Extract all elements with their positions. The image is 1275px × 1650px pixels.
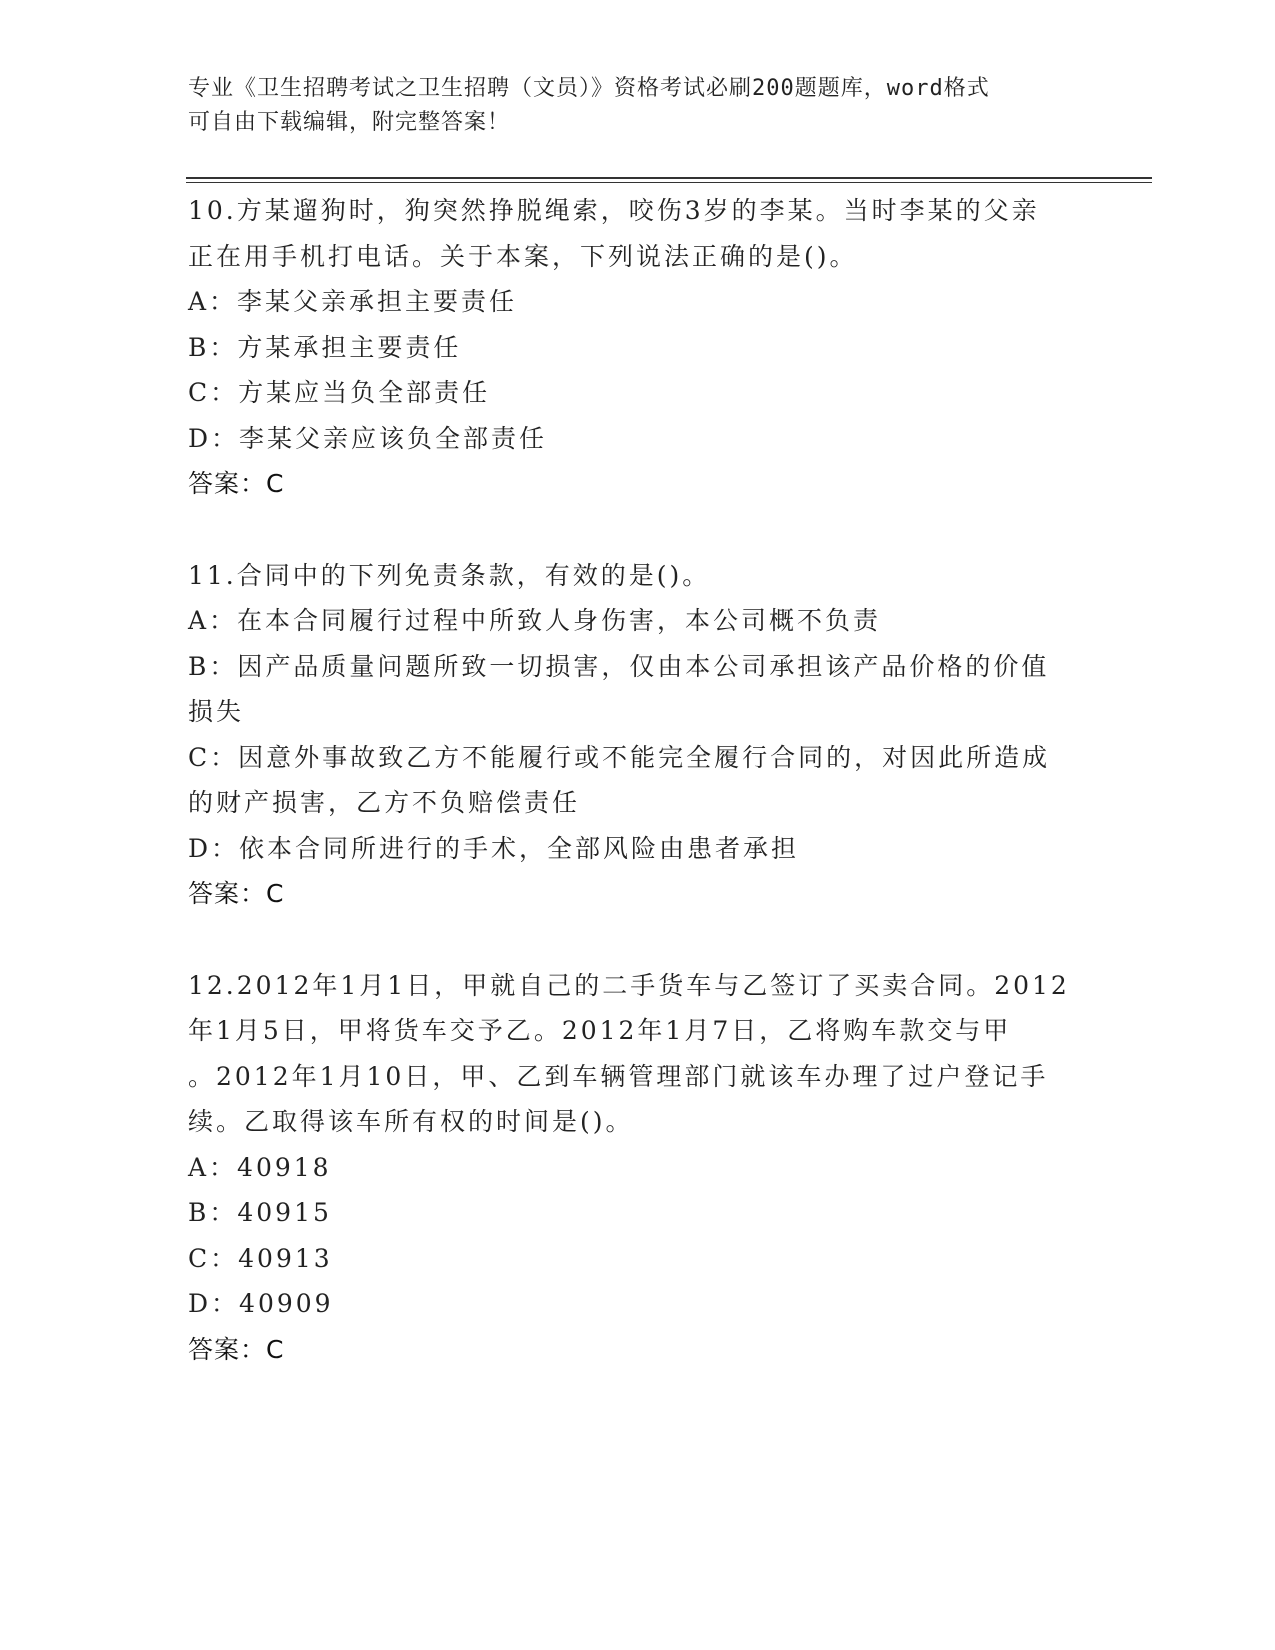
option-d bbox=[188, 1281, 1088, 1327]
stem-line: 。2012年1月10日，甲、乙到车辆管理部门就该车办理了过户登记手 bbox=[188, 1061, 1049, 1091]
question-stem bbox=[188, 553, 1088, 599]
stem-line: 正在用手机打电话。关于本案，下列说法正确的是()。 bbox=[188, 241, 858, 271]
header-line-2: 可自由下载编辑，附完整答案！ bbox=[188, 110, 511, 135]
option-line: A：40918 bbox=[188, 1152, 332, 1182]
option-b bbox=[188, 644, 1088, 735]
stem-line: 年1月5日，甲将货车交予乙。2012年1月7日，乙将购车款交与甲 bbox=[188, 1016, 1012, 1045]
option-line: A：李某父亲承担主要责任 bbox=[188, 287, 518, 316]
question-spacer bbox=[188, 917, 1088, 963]
header-line-1: 专业《卫生招聘考试之卫生招聘（文员）》资格考试必刷200题题库，word格式 bbox=[188, 76, 990, 101]
option-line: 损失 bbox=[188, 697, 245, 726]
option-c bbox=[188, 1236, 1088, 1282]
option-line: D：李某父亲应该负全部责任 bbox=[188, 423, 548, 453]
question-list bbox=[188, 188, 1088, 1372]
answer-label: 答案：C bbox=[188, 469, 285, 498]
option-line: A：在本合同履行过程中所致人身伤害，本公司概不负责 bbox=[188, 606, 882, 635]
answer-label: 答案：C bbox=[188, 1334, 285, 1364]
option-a bbox=[188, 279, 1088, 325]
option-line: B：40915 bbox=[188, 1198, 332, 1227]
option-line: B：因产品质量问题所致一切损害，仅由本公司承担该产品价格的价值 bbox=[188, 651, 1050, 681]
option-line: D：40909 bbox=[188, 1289, 334, 1318]
option-line: C：40913 bbox=[188, 1243, 333, 1273]
option-d bbox=[188, 416, 1088, 462]
question-stem bbox=[188, 963, 1088, 1145]
question-11 bbox=[188, 553, 1088, 917]
option-d bbox=[188, 826, 1088, 872]
document-header bbox=[188, 72, 1068, 140]
answer-label: 答案：C bbox=[188, 879, 285, 908]
option-a bbox=[188, 598, 1088, 644]
option-c bbox=[188, 735, 1088, 826]
stem-line: 10.方某遛狗时，狗突然挣脱绳索，咬伤3岁的李某。当时李某的父亲 bbox=[188, 196, 1040, 225]
question-10 bbox=[188, 188, 1088, 507]
header-divider-thick bbox=[186, 177, 1152, 179]
question-stem bbox=[188, 188, 1088, 279]
question-spacer bbox=[188, 507, 1088, 553]
option-b bbox=[188, 325, 1088, 371]
option-line: C：方某应当负全部责任 bbox=[188, 378, 491, 407]
option-c bbox=[188, 370, 1088, 416]
option-a bbox=[188, 1145, 1088, 1191]
option-line: 的财产损害，乙方不负赔偿责任 bbox=[188, 788, 581, 817]
header-divider-thin bbox=[186, 182, 1152, 183]
option-line: C：因意外事故致乙方不能履行或不能完全履行合同的，对因此所造成 bbox=[188, 742, 1051, 772]
option-line: B：方某承担主要责任 bbox=[188, 332, 462, 362]
question-12 bbox=[188, 963, 1088, 1373]
option-b bbox=[188, 1190, 1088, 1236]
option-line: D：依本合同所进行的手术，全部风险由患者承担 bbox=[188, 833, 800, 863]
stem-line: 续。乙取得该车所有权的时间是()。 bbox=[188, 1107, 634, 1136]
stem-line: 11.合同中的下列免责条款，有效的是()。 bbox=[188, 560, 711, 590]
stem-line: 12.2012年1月1日，甲就自己的二手货车与乙签订了买卖合同。2012 bbox=[188, 970, 1070, 1000]
